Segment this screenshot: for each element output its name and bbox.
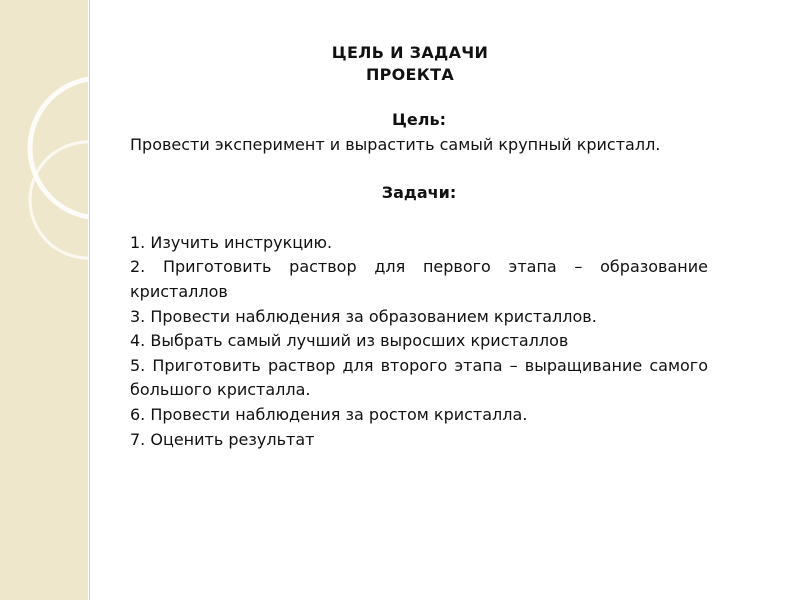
task-item: 1. Изучить инструкцию.	[130, 232, 333, 252]
task-item: 4. Выбрать самый лучший из выросших кристаллов	[130, 331, 569, 351]
task-item: 3. Провести наблюдения за образованием кристаллов.	[130, 306, 597, 326]
tasks-list	[130, 231, 708, 452]
title-line-2: ПРОЕКТА	[365, 65, 455, 84]
goal-heading: Цель:	[392, 110, 446, 129]
decorative-rings	[0, 0, 88, 600]
decorative-side-panel	[0, 0, 88, 600]
slide-content	[130, 108, 708, 452]
title-line-1: ЦЕЛЬ И ЗАДАЧИ	[331, 43, 489, 62]
small-ring-shape	[30, 142, 88, 258]
task-item: 7. Оценить результат	[130, 429, 315, 449]
task-item: 5. Приготовить раствор для второго этапа – выращивание самого большого кристалла.	[130, 355, 708, 400]
task-item: 2. Приготовить раствор для первого этапа – образование кристаллов	[130, 257, 708, 301]
side-divider	[89, 0, 90, 600]
large-ring-shape	[30, 78, 88, 218]
slide-title	[310, 42, 510, 86]
goal-text: Провести эксперимент и вырастить самый крупный кристалл.	[130, 134, 661, 154]
task-item: 6. Провести наблюдения за ростом кристалла.	[130, 404, 528, 424]
tasks-heading: Задачи:	[381, 183, 457, 203]
